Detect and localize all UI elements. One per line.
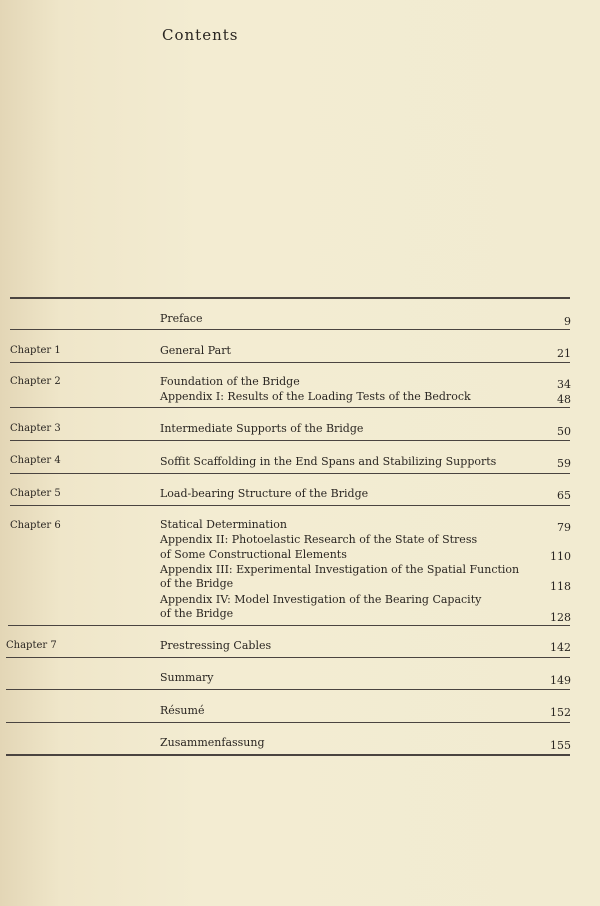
row-rule bbox=[10, 505, 570, 506]
toc-entry-chapter-1[interactable]: General Part bbox=[160, 344, 231, 357]
toc-entry-resume[interactable]: Résumé bbox=[160, 704, 205, 717]
row-rule bbox=[6, 689, 570, 690]
chapter-label: Chapter 5 bbox=[10, 488, 61, 499]
toc-page-appendix-3: 118 bbox=[550, 580, 571, 593]
toc-entry-preface[interactable]: Preface bbox=[160, 312, 203, 325]
toc-page-chapter-3: 50 bbox=[557, 425, 571, 438]
row-rule bbox=[10, 329, 570, 330]
toc-page-appendix-2: 110 bbox=[550, 550, 571, 563]
page-title: Contents bbox=[162, 26, 239, 44]
chapter-label: Chapter 6 bbox=[10, 520, 61, 531]
toc-entry-appendix-4[interactable]: Appendix IV: Model Investigation of the Bearing Capacity bbox=[160, 593, 482, 606]
toc-entry-chapter-5[interactable]: Load-bearing Structure of the Bridge bbox=[160, 487, 369, 500]
chapter-label: Chapter 4 bbox=[10, 455, 61, 466]
row-rule bbox=[10, 473, 570, 474]
toc-entry-summary[interactable]: Summary bbox=[160, 671, 214, 684]
toc-page-chapter-2: 34 bbox=[557, 378, 571, 391]
toc-page-chapter-5: 65 bbox=[557, 489, 571, 502]
toc-entry-chapter-7[interactable]: Prestressing Cables bbox=[160, 639, 272, 652]
toc-entry-chapter-4[interactable]: Soffit Scaffolding in the End Spans and Stabilizing Supports bbox=[160, 455, 497, 468]
chapter-label: Chapter 7 bbox=[6, 640, 57, 651]
toc-page-resume: 152 bbox=[550, 706, 571, 719]
toc-entry-appendix-4-cont: of the Bridge bbox=[160, 607, 234, 620]
top-rule bbox=[10, 297, 570, 299]
toc-entry-appendix-3[interactable]: Appendix III: Experimental Investigation of the Spatial Function bbox=[160, 563, 520, 576]
toc-page-zusammenfassung: 155 bbox=[550, 739, 571, 752]
row-rule bbox=[10, 407, 570, 408]
chapter-label: Chapter 1 bbox=[10, 345, 61, 356]
toc-entry-chapter-6[interactable]: Statical Determination bbox=[160, 518, 287, 531]
toc-page-preface: 9 bbox=[564, 315, 571, 328]
toc-page-chapter-6: 79 bbox=[557, 521, 571, 534]
toc-page-chapter-7: 142 bbox=[550, 641, 571, 654]
toc-entry-zusammenfassung[interactable]: Zusammenfassung bbox=[160, 736, 265, 749]
toc-entry-chapter-2[interactable]: Foundation of the Bridge bbox=[160, 375, 300, 388]
bottom-rule bbox=[6, 754, 570, 756]
chapter-label: Chapter 2 bbox=[10, 376, 61, 387]
toc-page-summary: 149 bbox=[550, 674, 571, 687]
toc-entry-appendix-3-cont: of the Bridge bbox=[160, 577, 234, 590]
row-rule bbox=[6, 657, 570, 658]
toc-entry-appendix-1[interactable]: Appendix I: Results of the Loading Tests of the Bedrock bbox=[160, 390, 471, 403]
row-rule bbox=[6, 722, 570, 723]
toc-entry-appendix-2-cont: of Some Constructional Elements bbox=[160, 548, 347, 561]
toc-page-appendix-4: 128 bbox=[550, 611, 571, 624]
row-rule bbox=[8, 625, 570, 626]
row-rule bbox=[10, 440, 570, 441]
toc-page-chapter-4: 59 bbox=[557, 457, 571, 470]
toc-page-chapter-1: 21 bbox=[557, 347, 571, 360]
toc-entry-appendix-2[interactable]: Appendix II: Photoelastic Research of the State of Stress bbox=[160, 533, 478, 546]
toc-page-appendix-1: 48 bbox=[557, 393, 571, 406]
row-rule bbox=[10, 362, 570, 363]
toc-entry-chapter-3[interactable]: Intermediate Supports of the Bridge bbox=[160, 422, 364, 435]
chapter-label: Chapter 3 bbox=[10, 423, 61, 434]
